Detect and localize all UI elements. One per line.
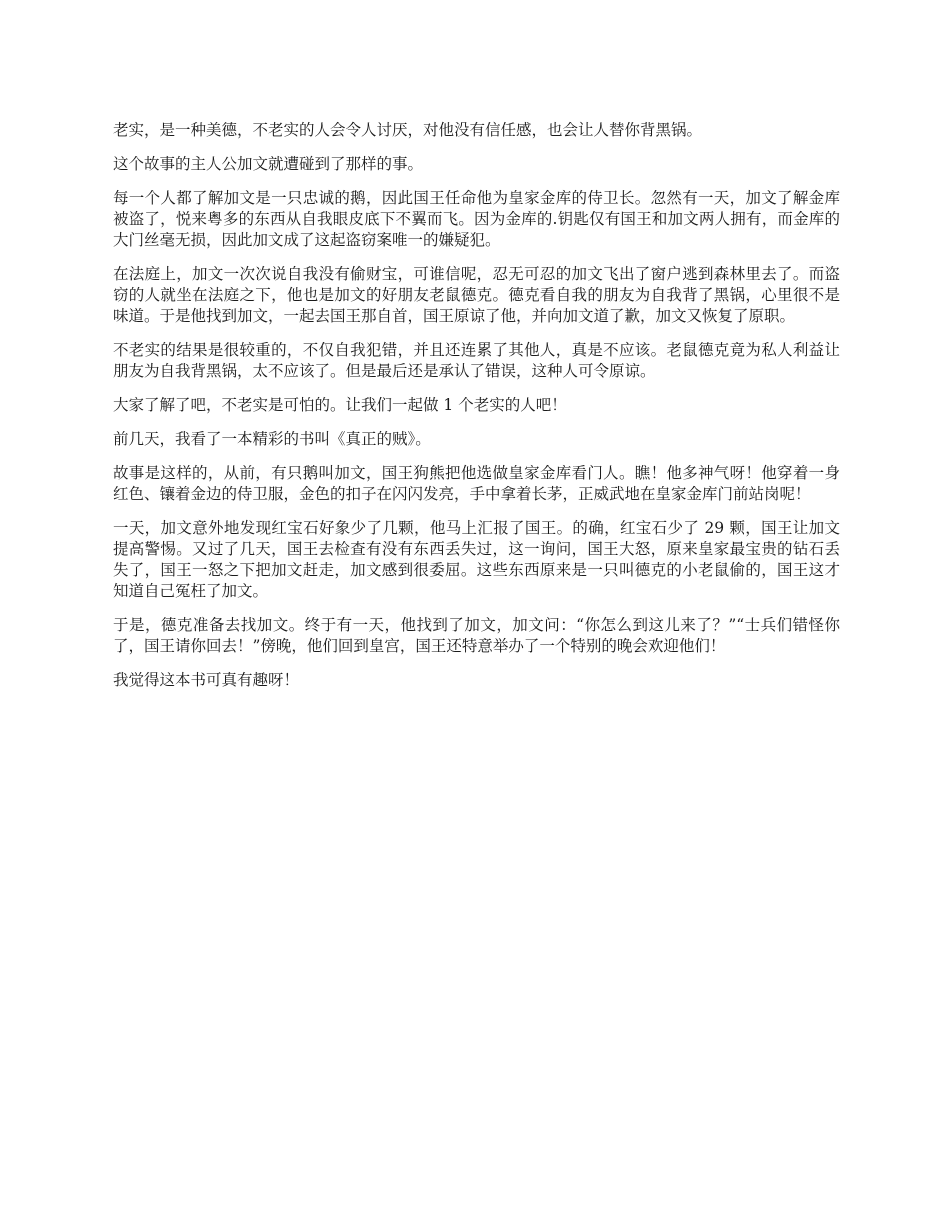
document-body (113, 120, 840, 704)
paragraph: 故事是这样的，从前，有只鹅叫加文，国王狗熊把他选做皇家金库看门人。瞧！他多神气呀！他穿着一身红色、镶着金边的侍卫服，金色的扣子在闪闪发亮，手中拿着长茅，正威武地在皇家金库门前站岗呢！ (113, 464, 840, 503)
paragraph: 一天，加文意外地发现红宝石好象少了几颗，他马上汇报了国王。的确，红宝石少了 29 颗，国王让加文提高警惕。又过了几天，国王去检查有没有东西丢失过，这一询问，国王大怒，原来皇家最宝贵的钻石丢失了，国王一怒之下把加文赶走，加文感到很委屈。这些东西原来是一只叫德克的小老鼠偷的，国王这才知道自己冤枉了加文。 (113, 519, 840, 600)
paragraph: 大家了解了吧，不老实是可怕的。让我们一起做 1 个老实的人吧！ (113, 396, 567, 414)
paragraph: 于是，德克准备去找加文。终于有一天，他找到了加文，加文问：“你怎么到这儿来了？”“士兵们错怪你了，国王请你回去！”傍晚，他们回到皇宫，国王还特意举办了一个特别的晚会欢迎他们！ (113, 616, 840, 655)
paragraph: 这个故事的主人公加文就遭碰到了那样的事。 (113, 155, 424, 173)
paragraph: 不老实的结果是很较重的，不仅自我犯错，并且还连累了其他人，真是不应该。老鼠德克竟为私人利益让朋友为自我背黑锅，太不应该了。但是最后还是承认了错误，这种人可令原谅。 (113, 341, 840, 380)
paragraph: 每一个人都了解加文是一只忠诚的鹅，因此国王任命他为皇家金库的侍卫长。忽然有一天，加文了解金库被盗了，悦来粤多的东西从自我眼皮底下不翼而飞。因为金库的.钥匙仅有国王和加文两人拥有，而金库的大门丝毫无损，因此加文成了这起盗窃案唯一的嫌疑犯。 (113, 189, 840, 249)
paragraph: 我觉得这本书可真有趣呀！ (113, 671, 300, 689)
paragraph: 在法庭上，加文一次次说自我没有偷财宝，可谁信呢，忍无可忍的加文飞出了窗户逃到森林里去了。而盗窃的人就坐在法庭之下，他也是加文的好朋友老鼠德克。德克看自我的朋友为自我背了黑锅，心里很不是味道。于是他找到加文，一起去国王那自首，国王原谅了他，并向加文道了歉，加文又恢复了原职。 (113, 265, 840, 325)
paragraph: 老实，是一种美德，不老实的人会令人讨厌，对他没有信任感，也会让人替你背黑锅。 (113, 121, 703, 139)
paragraph: 前几天，我看了一本精彩的书叫《真正的贼》。 (113, 430, 431, 448)
